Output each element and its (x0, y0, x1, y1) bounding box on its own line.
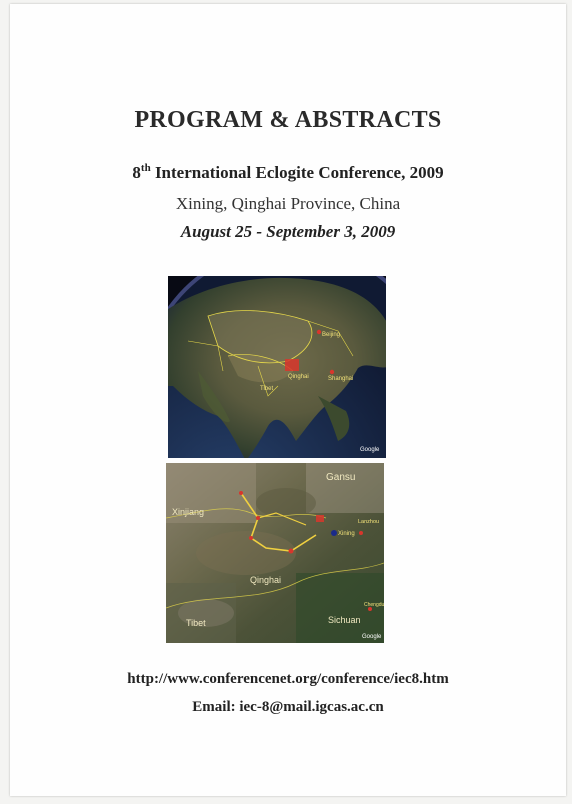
globe-google-logo: Google (360, 447, 380, 453)
qinghai-marker (285, 359, 299, 371)
conference-ordinal-number: 8 (132, 163, 141, 182)
conference-name-text: International Eclogite Conference, 2009 (154, 163, 444, 182)
sat-label-xinjiang: Xinjiang (172, 507, 205, 517)
satellite-map-image (166, 463, 384, 643)
sat-label-xining: Xining (338, 531, 355, 537)
globe-map-graphic (168, 276, 386, 458)
xining-marker (316, 515, 324, 522)
conference-name (10, 162, 566, 183)
beijing-marker (317, 330, 321, 334)
shanghai-marker (330, 370, 334, 374)
globe-label-beijing: Beijing (322, 332, 341, 338)
globe-label-tibet: Tibet (260, 386, 274, 392)
conference-ordinal-suffix: th (140, 162, 151, 174)
conference-dates: August 25 - September 3, 2009 (180, 222, 396, 241)
document-title: PROGRAM & ABSTRACTS (134, 107, 442, 133)
globe-label-qinghai: Qinghai (288, 374, 309, 380)
sat-label-tibet: Tibet (186, 618, 206, 628)
sat-label-lanzhou: Lanzhou (358, 519, 380, 525)
contact-email[interactable]: Email: iec-8@mail.igcas.ac.cn (192, 699, 384, 715)
sat-label-sichuan: Sichuan (328, 615, 361, 625)
satellite-map-graphic (166, 463, 384, 643)
globe-label-shanghai: Shanghai (328, 376, 354, 382)
conference-location: Xining, Qinghai Province, China (175, 194, 401, 213)
conference-url[interactable]: http://www.conferencenet.org/conference/iec8.htm (127, 671, 449, 687)
sat-label-chengdu: Chengdu (364, 602, 384, 608)
sat-label-gansu: Gansu (326, 472, 356, 483)
globe-map-image (168, 276, 386, 458)
document-page (10, 4, 566, 796)
sat-label-qinghai: Qinghai (250, 575, 282, 585)
sat-google-logo: Google (362, 634, 382, 640)
